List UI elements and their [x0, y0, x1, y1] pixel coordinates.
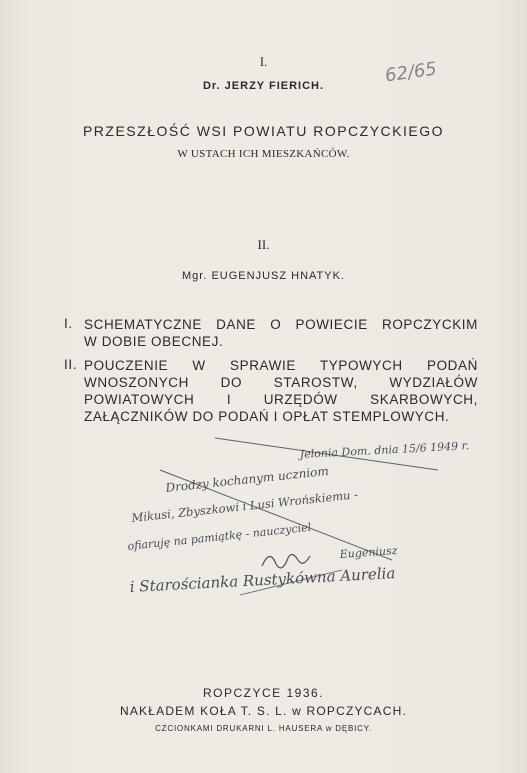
contents-item-line: W DOBIE OBECNEJ.	[84, 334, 224, 349]
signature-scribble	[262, 554, 310, 567]
contents-item-line: WNOSZONYCH DO STAROSTW, WYDZIAŁÓW	[84, 375, 478, 390]
dedication-line: Jelonia Dom. dnia 15/6 1949 r.	[299, 439, 470, 461]
dedication-line: Drodzy kochanym uczniom	[164, 463, 330, 495]
imprint-printer: CZCIONKAMI DRUKARNI L. HAUSERA w DĘBICY.	[155, 724, 372, 733]
contents-item-line: SCHEMATYCZNE DANE O POWIECIE ROPCZYCKIM	[84, 317, 478, 332]
dedication-line: ofiaruję na pamiątkę - nauczyciel	[126, 520, 312, 553]
part-one-subtitle: W USTACH ICH MIESZKAŃCÓW.	[177, 148, 350, 160]
contents-item-line: POUCZENIE W SPRAWIE TYPOWYCH PODAŃ	[84, 358, 478, 373]
imprint-publisher: NAKŁADEM KOŁA T. S. L. w ROPCZYCACH.	[119, 704, 408, 718]
dedication-line: i Starościanka Rustykówna Aurelia	[129, 564, 396, 596]
part-one-author: Dr. JERZY FIERICH.	[202, 80, 325, 92]
contents-item-line: POWIATOWYCH I URZĘDÓW SKARBOWYCH,	[84, 392, 478, 407]
contents-item-number: I.	[64, 316, 73, 331]
part-one-title: PRZESZŁOŚĆ WSI POWIATU ROPCZYCKIEGO	[82, 123, 445, 139]
dedication-line: Mikusi, Zbyszkowi i Lusi Wrońskiemu -	[130, 487, 359, 525]
dedication-line: Eugeniusz	[339, 543, 398, 561]
contents-item-line: ZAŁĄCZNIKÓW DO PODAŃ I OPŁAT STEMPLOWYCH.	[84, 409, 450, 424]
contents-item-number: II.	[64, 357, 78, 372]
imprint-place-year: ROPCZYCE 1936.	[202, 686, 325, 700]
pencil-note: 62/65	[383, 58, 439, 87]
part-two-author: Mgr. EUGENJUSZ HNATYK.	[182, 270, 345, 282]
part-two-numeral: II.	[257, 237, 270, 252]
part-one-numeral: I.	[259, 54, 268, 69]
